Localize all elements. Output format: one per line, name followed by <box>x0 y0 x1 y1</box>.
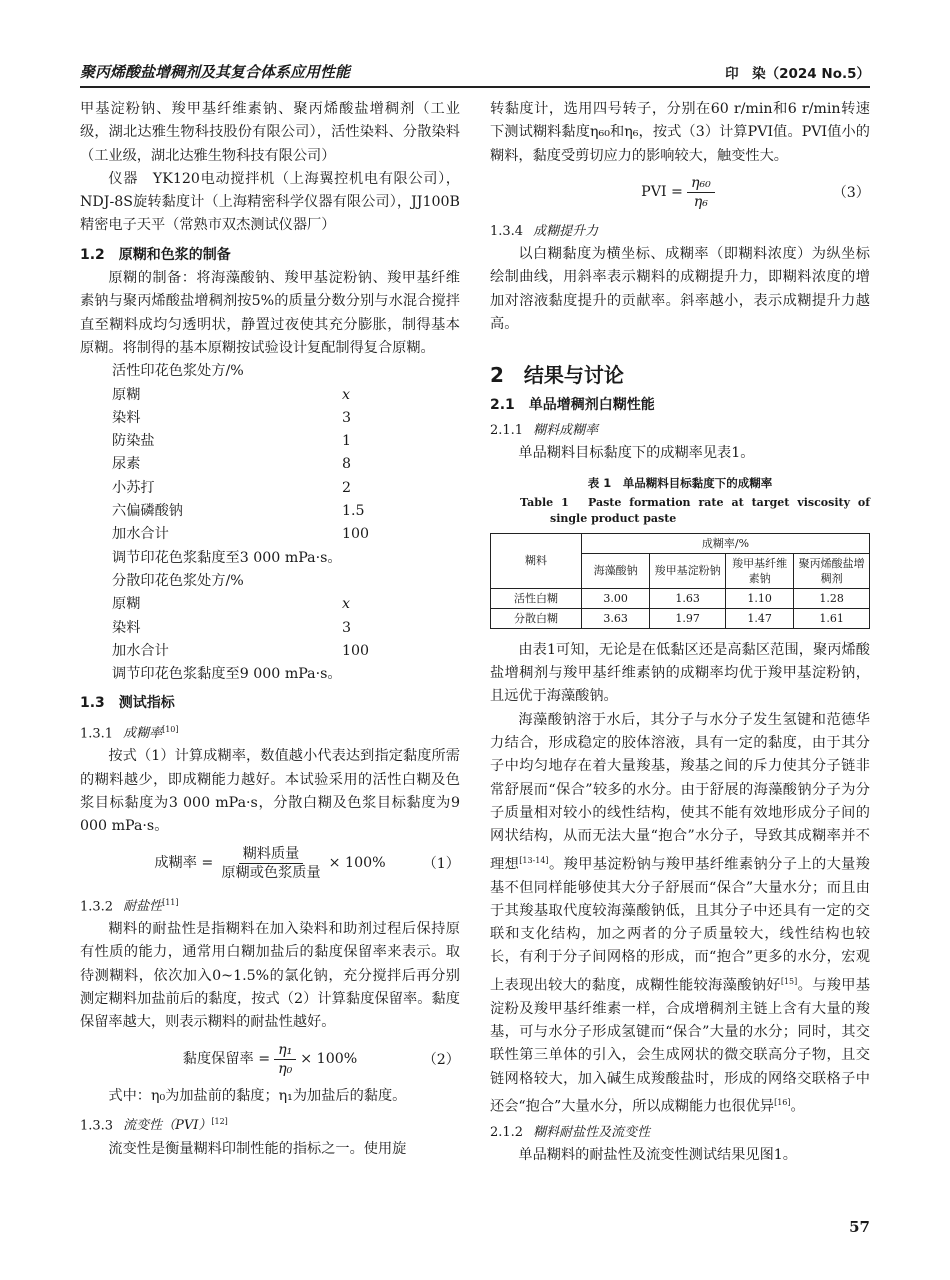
instruments-paragraph: 仪器 YK120电动搅拌机（上海翼控机电有限公司），NDJ-8S旋转黏度计（上海精密科学仪器有限公司），JJ100B精密电子天平（常熟市双杰测试仪器厂） <box>80 170 460 234</box>
section-1-3-2-heading: 1.3.2 耐盐性[11] <box>80 897 179 914</box>
table-col-header: 羧甲基纤维素钠 <box>725 553 793 588</box>
formula-2-legend: 式中：η₀为加盐前的黏度；η₁为加盐后的黏度。 <box>108 1087 407 1104</box>
section-1-3-heading: 1.3 测试指标 <box>80 695 175 712</box>
table-intro: 单品糊料目标黏度下的成糊率见表1。 <box>518 445 755 462</box>
table-group-header: 成糊率/% <box>581 533 869 553</box>
recipe-row: 原糊 x <box>112 596 351 613</box>
right-column <box>490 98 870 1168</box>
table-col-header: 羧甲基淀粉钠 <box>650 553 726 588</box>
recipe-row: 染料 3 <box>112 409 352 426</box>
page-number: 57 <box>849 1218 870 1236</box>
table-row: 分散白糊 3.63 1.97 1.47 1.61 <box>491 608 870 628</box>
mechanism-paragraph: 海藻酸钠溶于水后，其分子与水分子发生氢键和范德华力结合，形成稳定的胶体溶液，具有一定的黏度，由于其分子中均匀地存在着大量羧基，羧基之间的斥力使其分子链非常舒展而“保合”较多的水分。由于舒展的海藻酸钠分子为分子质量相对较小的线性结构，使其不能有效地形成分子间的网状结构，从而无法大量“抱合”水分子，导致其成糊率并不理想[13-14]。羧甲基淀粉钠与羧甲基纤维素钠分子上的大量羧基不但同样能够使其大分子舒展而“保合”大量水分；而且由于其羧基取代度较海藻酸钠低，且其分子中还具有一定的交联和支化结构，加之两者的分子质量较大，线性结构也较长，有利于分子间网格的形成，而“抱合”更多的水分，宏观上表现出较大的黏度，成糊性能较海藻酸钠好[15]。与羧甲基淀粉及羧甲基纤维素一样，合成增稠剂主链上含有大量的羧基，可与水分子形成氢键而“保合”大量的水分；同时，其交联性第三单体的引入，会生成网状的微交联高分子物，且交链网格较大，加入碱生成羧酸盐时，形成的网络交联格子中还会“抱合”大量水分，所以成糊能力也很优异[16]。 <box>490 711 870 1115</box>
section-1-3-1-heading: 1.3.1 成糊率[10] <box>80 724 179 742</box>
recipe-row: 染料 3 <box>112 619 352 636</box>
formula-2: 黏度保留率 = $\frac{\text{η₁}}{\text{η₀}}$ × 100% （2） <box>182 1042 460 1078</box>
section-2-1-2-heading: 2.1.2 糊料耐盐性及流变性 <box>490 1125 651 1140</box>
lift-paragraph: 以白糊黏度为横坐标、成糊率（即糊料浓度）为纵坐标绘制曲线，用斜率表示糊料的成糊提升力，即糊料浓度的增加对溶液黏度提升的贡献率。斜率越小，表示成糊提升力越高。 <box>490 246 870 333</box>
table-rowhead: 糊料 <box>491 533 582 588</box>
table-discussion: 由表1可知，无论是在低黏区还是高黏区范围，聚丙烯酸盐增稠剂与羧甲基纤维素钠的成糊率均优于羧甲基淀粉钠，且远优于海藻酸钠。 <box>490 641 870 705</box>
recipe-row: 尿素 8 <box>112 456 352 473</box>
running-header <box>80 56 870 88</box>
section-1-2-heading: 1.2 原糊和色浆的制备 <box>80 246 231 263</box>
rheology-paragraph-cont: 转黏度计，选用四号转子，分别在60 r/min和6 r/min转速下测试糊料黏度η₆₀和η₆，按式（3）计算PVI值。PVI值小的糊料，黏度受剪切应力的影响较大，触变性大。 <box>490 101 870 164</box>
formula-3: PVI = $\frac{\text{η₆₀}}{\text{η₆}}$ （3） <box>641 175 870 211</box>
reactive-recipe-note: 调节印花色浆黏度至3 000 mPa·s。 <box>112 549 342 566</box>
formula-1: 成糊率 = $\frac{\text{糊料质量}}{\text{原糊或色浆质量}}$ × 100% （1） <box>154 846 460 882</box>
table-col-header: 聚丙烯酸盐增稠剂 <box>794 553 870 588</box>
running-title: 聚丙烯酸盐增稠剂及其复合体系应用性能 <box>80 63 351 81</box>
rheology-paragraph-start: 流变性是衡量糊料印制性能的指标之一。使用旋 <box>108 1140 407 1157</box>
left-column <box>80 98 460 1161</box>
table-1 <box>490 533 870 629</box>
section-2-1-1-heading: 2.1.1 糊料成糊率 <box>490 422 599 438</box>
section-1-3-3-heading: 1.3.3 流变性（PVI）[12] <box>80 1116 228 1134</box>
section-2-heading: 2 结果与讨论 <box>490 363 624 388</box>
disperse-recipe-title: 分散印花色浆处方/% <box>112 572 244 589</box>
recipe-row: 加水合计 100 <box>112 526 370 543</box>
reactive-recipe-title: 活性印花色浆处方/% <box>112 363 244 380</box>
table-1-caption: 表 1 单品糊料目标黏度下的成糊率 <box>587 475 773 490</box>
materials-paragraph: 甲基淀粉钠、羧甲基纤维素钠、聚丙烯酸盐增稠剂（工业级，湖北达雅生物科技股份有限公司），活性染料、分散染料（工业级，湖北达雅生物科技有限公司） <box>80 101 460 164</box>
table-row: 活性白糊 3.00 1.63 1.10 1.28 <box>491 588 870 608</box>
recipe-row: 加水合计 100 <box>112 642 370 659</box>
salt-resistance-paragraph: 糊料的耐盐性是指糊料在加入染料和助剂过程后保持原有性质的能力，通常用白糊加盐后的黏度保留率来表示。取待测糊料，依次加入0~1.5%的氯化钠，充分搅拌后再分别测定糊料加盐前后的黏度，按式（2）计算黏度保留率。黏度保留率越大，则表示糊料的耐盐性越好。 <box>80 921 460 1031</box>
paste-rate-paragraph: 按式（1）计算成糊率，数值越小代表达到指定黏度所需的糊料越少，即成糊能力越好。本试验采用的活性白糊及色浆目标黏度为3 000 mPa·s，分散白糊及色浆目标黏度为9 000 mPa·s。 <box>80 748 460 835</box>
recipe-row: 防染盐 1 <box>112 433 352 450</box>
section-2-1-heading: 2.1 单品增稠剂白糊性能 <box>490 396 655 413</box>
table-1-caption-en: Table 1 Paste formation rate at target viscosity of single product paste <box>520 495 870 525</box>
journal-issue: 印 染（2024 No.5） <box>725 66 870 82</box>
disperse-recipe-note: 调节印花色浆黏度至9 000 mPa·s。 <box>112 666 342 683</box>
table-col-header: 海藻酸钠 <box>581 553 649 588</box>
recipe-row: 原糊 x <box>112 386 351 403</box>
paste-prep-paragraph: 原糊的制备：将海藻酸钠、羧甲基淀粉钠、羧甲基纤维素钠与聚丙烯酸盐增稠剂按5%的质量分数分别与水混合搅拌直至糊料成均匀透明状，静置过夜使其充分膨胀，制得基本原糊。将制得的基本原糊按试验设计复配制得复合原糊。 <box>80 270 460 356</box>
recipe-row: 六偏磷酸钠 1.5 <box>112 503 365 520</box>
section-1-3-4-heading: 1.3.4 成糊提升力 <box>490 223 599 239</box>
figure-intro: 单品糊料的耐盐性及流变性测试结果见图1。 <box>518 1147 797 1164</box>
recipe-row: 小苏打 2 <box>112 479 352 496</box>
